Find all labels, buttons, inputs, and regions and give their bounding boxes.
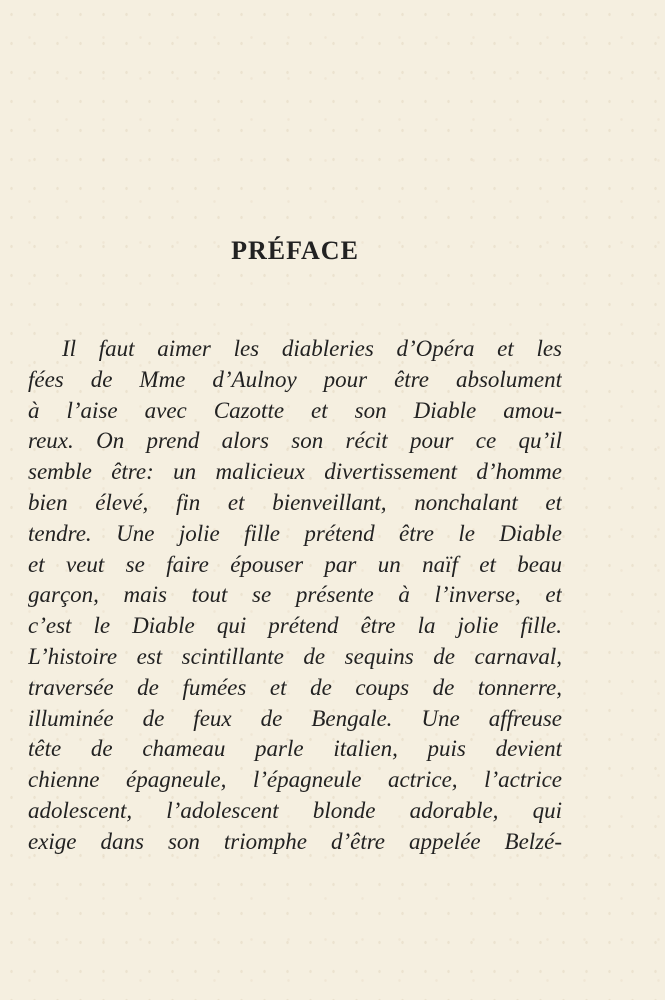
text-line: adolescent, l’adolescent blonde adorable, qui (28, 797, 562, 823)
text-line: fées de Mme d’Aulnoy pour être absolument (28, 366, 562, 392)
text-line: garçon, mais tout se présente à l’inverse, et (28, 582, 562, 608)
text-line: illuminée de feux de Bengale. Une affreuse (28, 705, 562, 731)
text-line: reux. On prend alors son récit pour ce qu’il (28, 428, 562, 454)
page-title: PRÉFACE (231, 236, 359, 265)
text-line: exige dans son triomphe d’être appelée Belzé- (28, 828, 562, 854)
text-line: Il faut aimer les diableries d’Opéra et les (62, 336, 562, 361)
text-line: traversée de fumées et de coups de tonnerre, (28, 674, 562, 700)
text-line: bien élevé, fin et bienveillant, nonchalant et (28, 489, 562, 515)
text-line: c’est le Diable qui prétend être la jolie fille. (28, 613, 562, 639)
text-line: tête de chameau parle italien, puis devient (28, 736, 562, 762)
text-line: L’histoire est scintillante de sequins de carnaval, (28, 643, 562, 669)
text-line: chienne épagneule, l’épagneule actrice, l’actrice (28, 767, 562, 793)
text-line: et veut se faire épouser par un naïf et beau (28, 551, 562, 577)
preface-paragraph (28, 334, 562, 858)
text-line: tendre. Une jolie fille prétend être le Diable (28, 520, 562, 546)
text-line: semble être: un malicieux divertissement d’homme (28, 459, 562, 485)
text-line: à l’aise avec Cazotte et son Diable amou- (28, 397, 562, 423)
